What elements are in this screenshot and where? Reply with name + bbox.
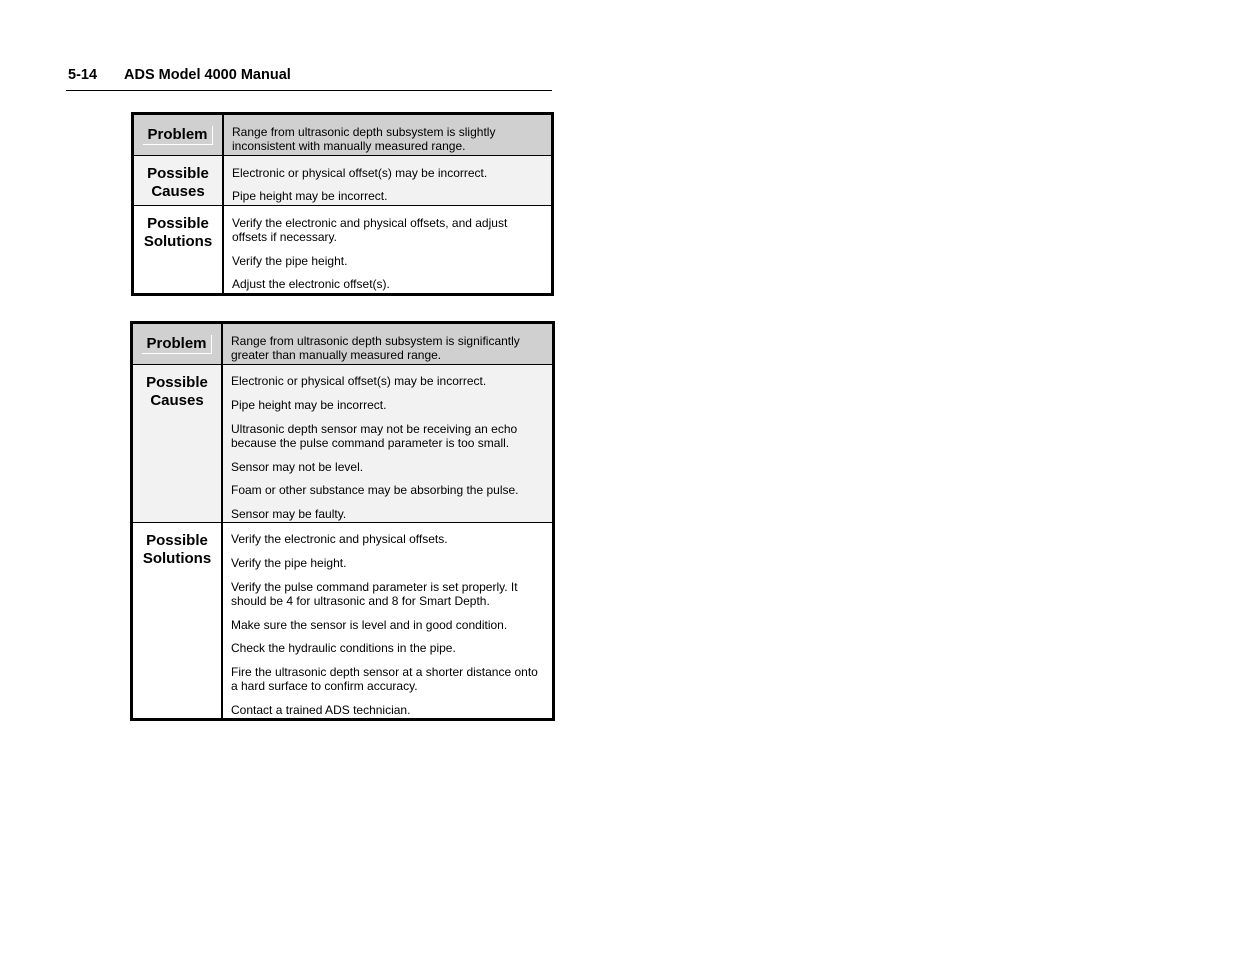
causes-row	[132, 365, 554, 523]
solution-item: Make sure the sensor is level and in good condition.	[231, 618, 508, 632]
solution-item: Contact a trained ADS technician.	[231, 703, 411, 717]
problem-text: Range from ultrasonic depth subsystem is slightly inconsistent with manually measured range.	[232, 125, 496, 153]
solution-item: Verify the pulse command parameter is set properly. It should be 4 for ultrasonic and 8 for Smart Depth.	[231, 580, 518, 608]
cause-item: Sensor may not be level.	[231, 460, 364, 474]
cause-item: Foam or other substance may be absorbing the pulse.	[231, 483, 519, 497]
solution-item: Verify the pipe height.	[231, 556, 347, 570]
problem-label: Problem	[132, 323, 223, 365]
page-number: 5-14	[68, 67, 98, 83]
solutions-label: Possible Solutions	[132, 523, 223, 720]
problem-row	[133, 114, 553, 156]
solution-item: Adjust the electronic offset(s).	[232, 277, 390, 291]
solutions-label: Possible Solutions	[133, 206, 224, 295]
cause-item: Electronic or physical offset(s) may be incorrect.	[231, 374, 487, 388]
manual-title: ADS Model 4000 Manual	[124, 67, 291, 83]
causes-label: Possible Causes	[132, 365, 223, 523]
troubleshooting-table-2	[130, 321, 555, 721]
cause-item: Sensor may be faulty.	[231, 507, 347, 521]
cause-item: Pipe height may be incorrect.	[232, 189, 388, 203]
cause-item: Pipe height may be incorrect.	[231, 398, 387, 412]
solutions-row	[132, 523, 554, 720]
cause-item: Ultrasonic depth sensor may not be receiving an echo because the pulse command parameter is too small.	[231, 422, 518, 450]
solution-item: Check the hydraulic conditions in the pipe.	[231, 641, 456, 655]
solution-item: Verify the electronic and physical offsets, and adjust offsets if necessary.	[232, 216, 508, 244]
causes-row	[133, 156, 553, 206]
causes-label: Possible Causes	[133, 156, 224, 206]
problem-text: Range from ultrasonic depth subsystem is significantly greater than manually measured range.	[231, 334, 520, 362]
problem-label: Problem	[133, 114, 224, 156]
solution-item: Verify the pipe height.	[232, 254, 348, 268]
solution-item: Verify the electronic and physical offsets.	[231, 532, 448, 546]
cause-item: Electronic or physical offset(s) may be incorrect.	[232, 166, 488, 180]
solution-item: Fire the ultrasonic depth sensor at a shorter distance onto a hard surface to confirm accuracy.	[231, 665, 538, 693]
troubleshooting-table-1	[131, 112, 554, 296]
solutions-row	[133, 206, 553, 295]
problem-row	[132, 323, 554, 365]
page-header	[66, 66, 552, 91]
